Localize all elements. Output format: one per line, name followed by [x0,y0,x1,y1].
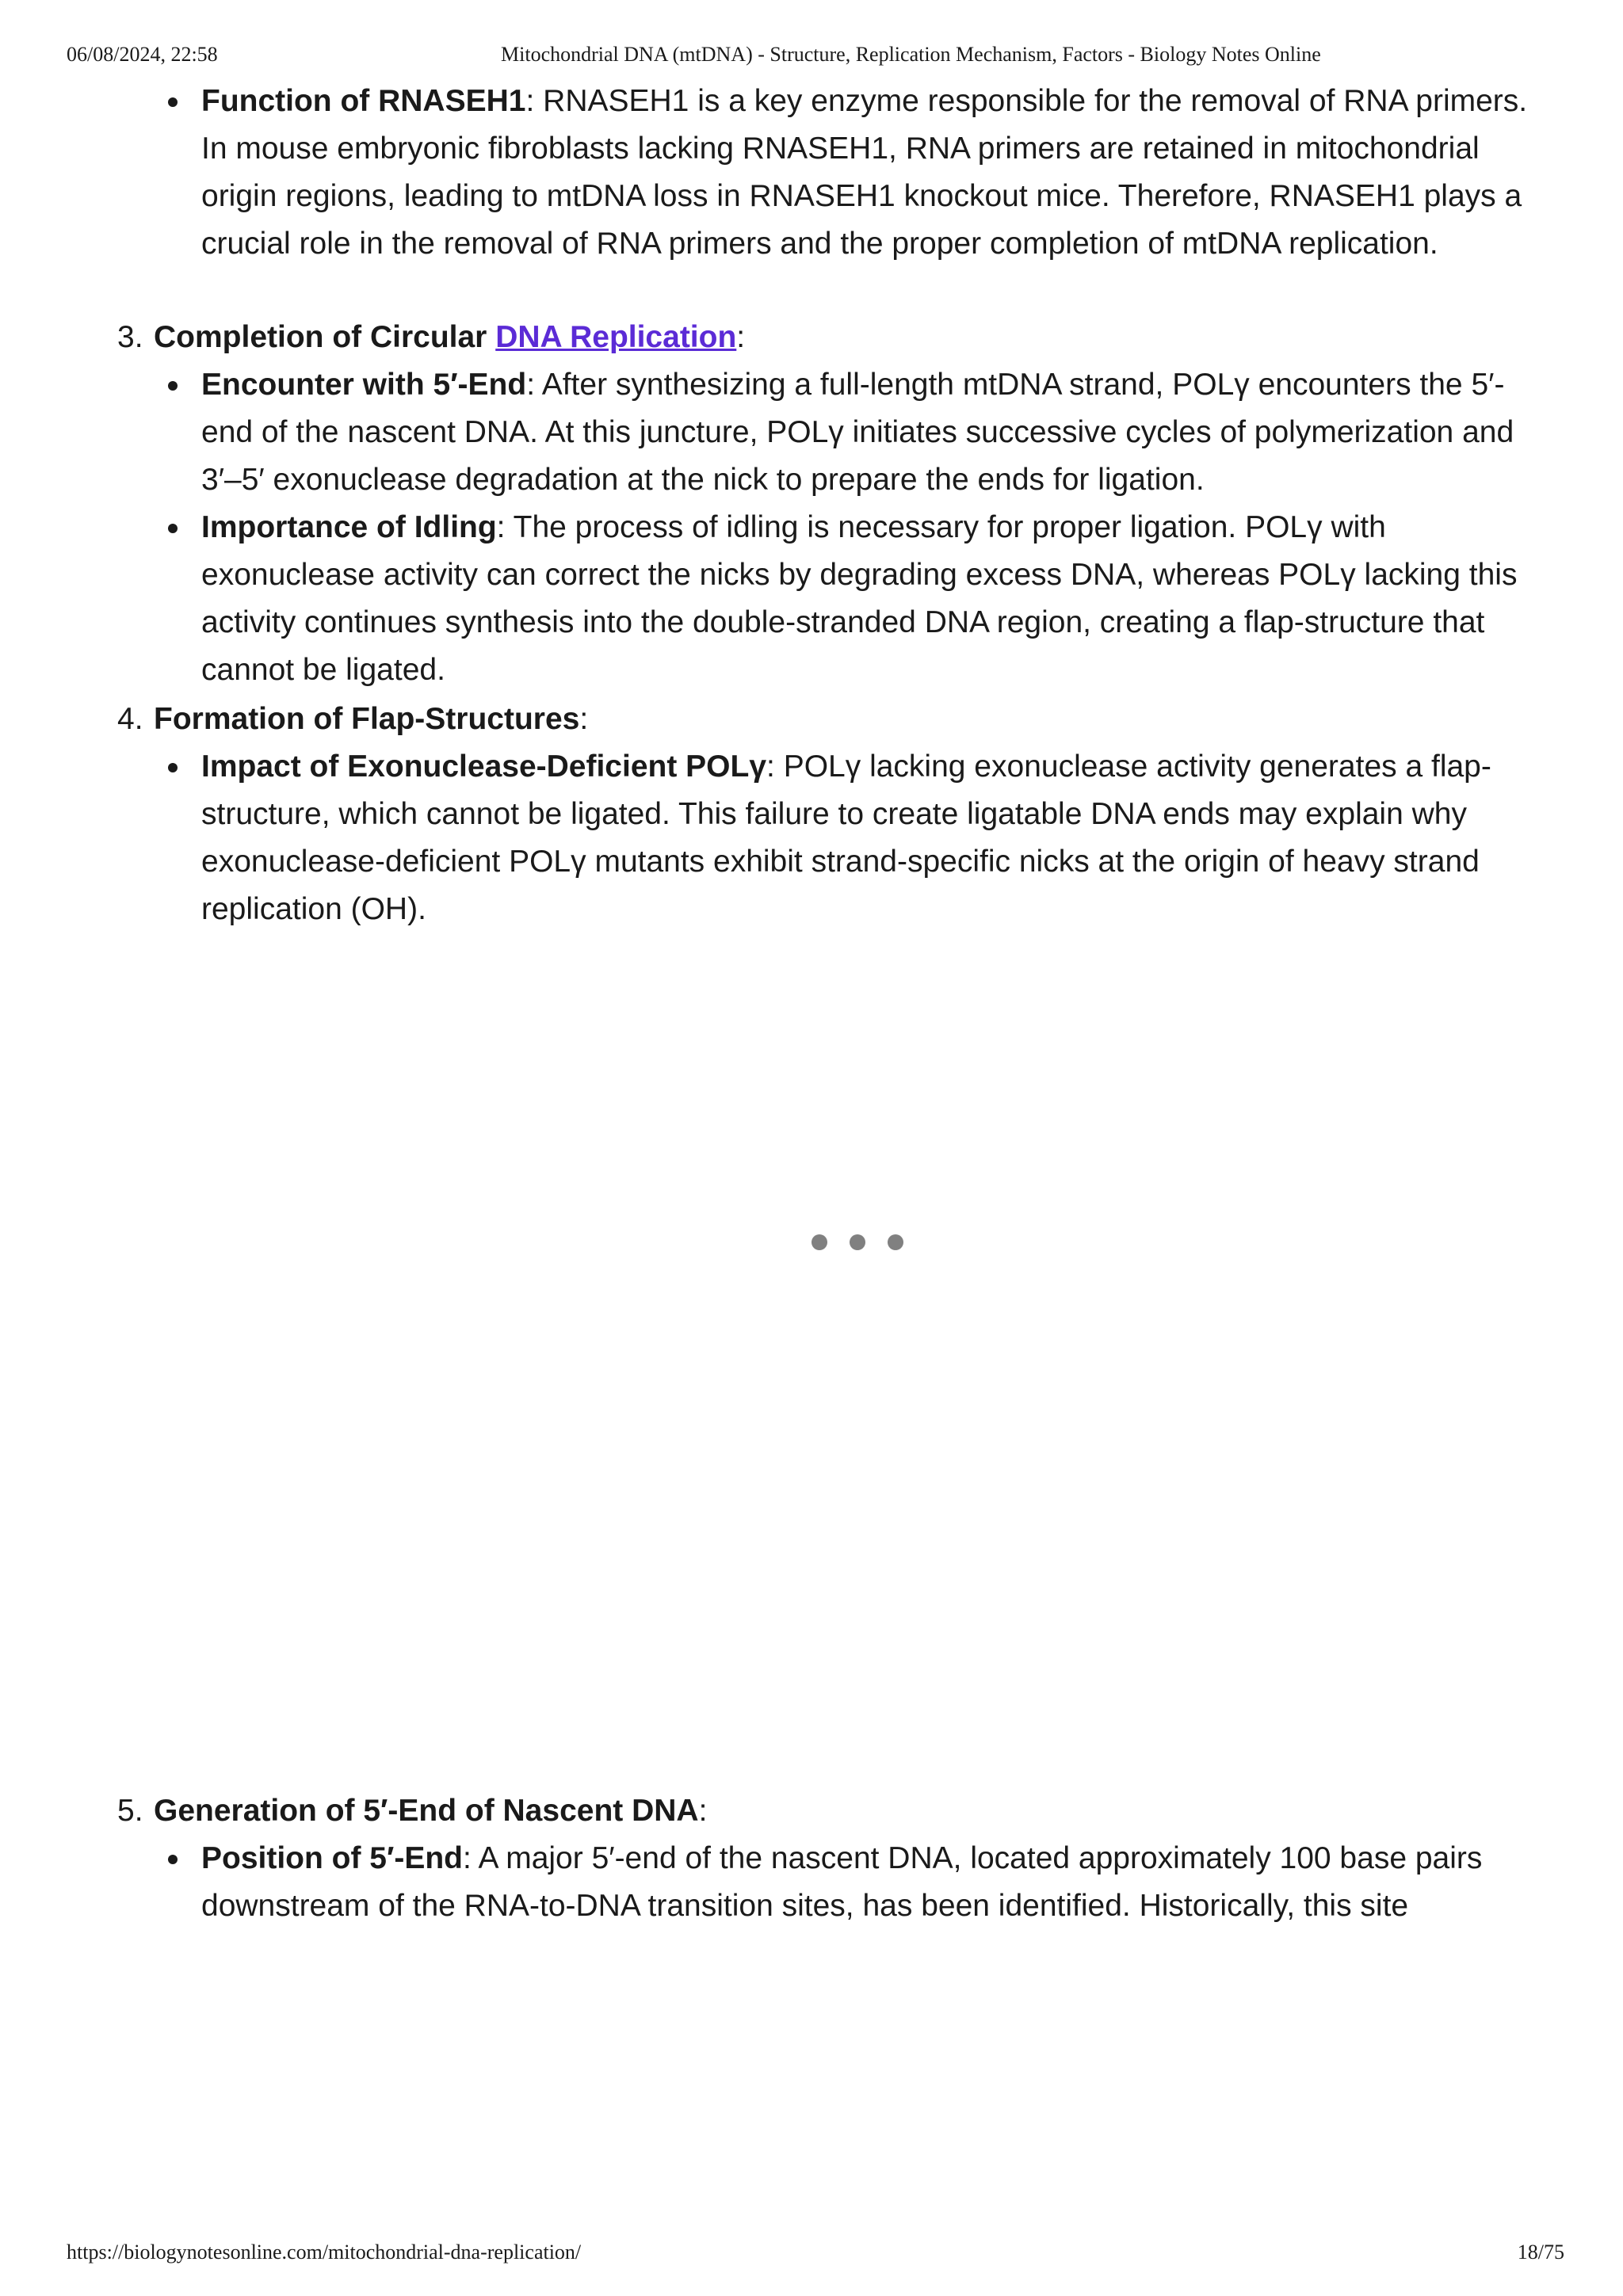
bullet-text: : The process of idling is necessary for proper ligation. POLγ with exonuclease activity can correct the nicks by degrading excess DNA, whereas POLγ lacking this activity continues synthesis into the double-stranded DNA region, creating a flap-structure that cannot be ligated. [201,510,1518,687]
print-datetime: 06/08/2024, 22:58 [67,43,218,66]
heading-text: Completion of Circular [154,320,496,354]
heading-suffix: : [579,702,589,736]
dna-replication-link[interactable]: DNA Replication [495,320,737,354]
bullet-icon [168,524,178,533]
loading-dots-icon [812,1234,907,1253]
list-number: 3. [117,320,143,354]
list-item [0,361,1533,504]
bullet-term: Encounter with 5′-End [201,368,527,402]
print-header [0,43,1623,71]
print-footer [0,2241,1623,2269]
bullet-term: Function of RNASEH1 [201,84,526,118]
print-url: https://biologynotesonline.com/mitochondrial-dna-replication/ [67,2241,582,2264]
bullet-text: : POLγ lacking exonuclease activity generates a flap-structure, which cannot be ligated. This failure to create ligatable DNA ends may explain why exonuclease-deficient POLγ mutants exhibit strand-specific nicks at the origin of heavy strand replication (OH). [201,749,1491,926]
list-item [0,504,1533,694]
bullet-icon [168,1855,178,1864]
numbered-item-4 [0,696,1623,933]
loading-dot [888,1234,903,1250]
bullet-icon [168,381,178,391]
heading-text: Generation of 5′-End of Nascent DNA [154,1794,699,1828]
numbered-item-3 [0,314,1623,694]
bullet-text: : After synthesizing a full-length mtDNA strand, POLγ encounters the 5′-end of the nascent DNA. At this juncture, POLγ initiates successive cycles of polymerization and 3′–5′ exonuclease degradation at the nick to prepare the ends for ligation. [201,368,1514,497]
bullet-term: Importance of Idling [201,510,497,544]
print-document-title: Mitochondrial DNA (mtDNA) - Structure, Replication Mechanism, Factors - Biology Notes Online [501,43,1321,66]
numbered-heading [0,696,1549,743]
bullet-term: Impact of Exonuclease-Deficient POLγ [201,749,767,784]
heading-suffix: : [698,1794,708,1828]
numbered-heading [0,1787,1549,1835]
list-item [0,743,1533,933]
page-number: 18/75 [1517,2241,1564,2264]
numbered-heading [0,314,1549,361]
list-item [0,78,1533,268]
bullet-icon [168,97,178,107]
bullet-term: Position of 5′-End [201,1841,463,1875]
bullet-text: : A major 5′-end of the nascent DNA, located approximately 100 base pairs downstream of the RNA-to-DNA transition sites, has been identified. Historically, this site [201,1841,1483,1923]
list-number: 4. [117,702,143,736]
heading-text: Formation of Flap-Structures [154,702,580,736]
heading-suffix: : [736,320,746,354]
bullet-icon [168,763,178,772]
loading-dot [850,1234,865,1250]
numbered-item-5 [0,1787,1623,1930]
loading-dot [812,1234,827,1250]
bullet-text: : RNASEH1 is a key enzyme responsible for the removal of RNA primers. In mouse embryonic fibroblasts lacking RNASEH1, RNA primers are retained in mitochondrial origin regions, leading to mtDNA loss in RNASEH1 knockout mice. Therefore, RNASEH1 plays a crucial role in the removal of RNA primers and the proper completion of mtDNA replication. [201,84,1528,261]
rnaseh1-block [0,78,1623,268]
list-item [0,1835,1533,1930]
list-number: 5. [117,1794,143,1828]
